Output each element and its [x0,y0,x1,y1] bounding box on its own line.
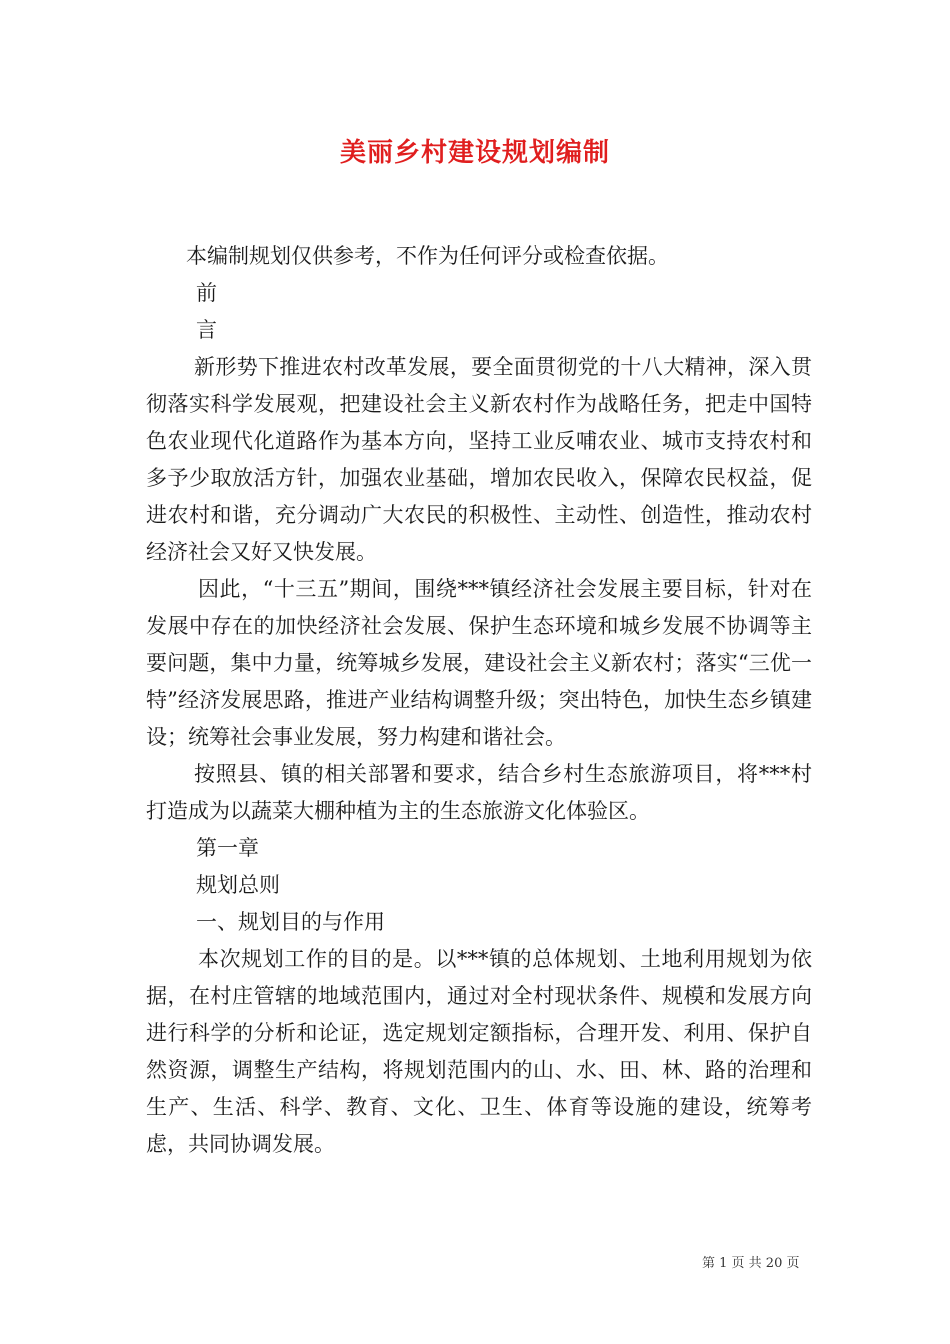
section-heading: 一、规划目的与作用 [196,910,385,934]
document-body [146,238,812,1163]
disclaimer-note: 本编制规划仅供参考，不作为任何评分或检查依据。 [186,244,669,268]
paragraph: 本次规划工作的目的是。以***镇的总体规划、土地利用规划为依据，在村庄管辖的地域范围内，通过对全村现状条件、规模和发展方向进行科学的分析和论证，选定规划定额指标，合理开发、利用、保护自然资源，调整生产结构，将规划范围内的山、水、田、林、路的治理和生产、生活、科学、教育、文化、卫生、体育等设施的建设，统筹考虑，共同协调发展。 [146,947,812,1156]
preface-heading-part2: 言 [196,318,217,342]
paragraph: 按照县、镇的相关部署和要求，结合乡村生态旅游项目，将***村打造成为以蔬菜大棚种植为主的生态旅游文化体验区。 [146,762,812,823]
chapter-title: 规划总则 [196,873,280,897]
document-title: 美丽乡村建设规划编制 [339,138,610,168]
preface-heading-part1: 前 [196,281,217,305]
paragraph: 因此，“十三五”期间，围绕***镇经济社会发展主要目标，针对在发展中存在的加快经济社会发展、保护生态环境和城乡发展不协调等主要问题，集中力量，统筹城乡发展，建设社会主义新农村；落实“三优一特”经济发展思路，推进产业结构调整升级；突出特色，加快生态乡镇建设；统筹社会事业发展，努力构建和谐社会。 [146,577,812,749]
page-number: 第 1 页 共 20 页 [702,1256,800,1271]
paragraph: 新形势下推进农村改革发展，要全面贯彻党的十八大精神，深入贯彻落实科学发展观，把建设社会主义新农村作为战略任务，把走中国特色农业现代化道路作为基本方向，坚持工业反哺农业、城市支持农村和多予少取放活方针，加强农业基础，增加农民收入，保障农民权益，促进农村和谐，充分调动广大农民的积极性、主动性、创造性，推动农村经济社会又好又快发展。 [146,355,812,564]
chapter-heading: 第一章 [196,836,259,860]
